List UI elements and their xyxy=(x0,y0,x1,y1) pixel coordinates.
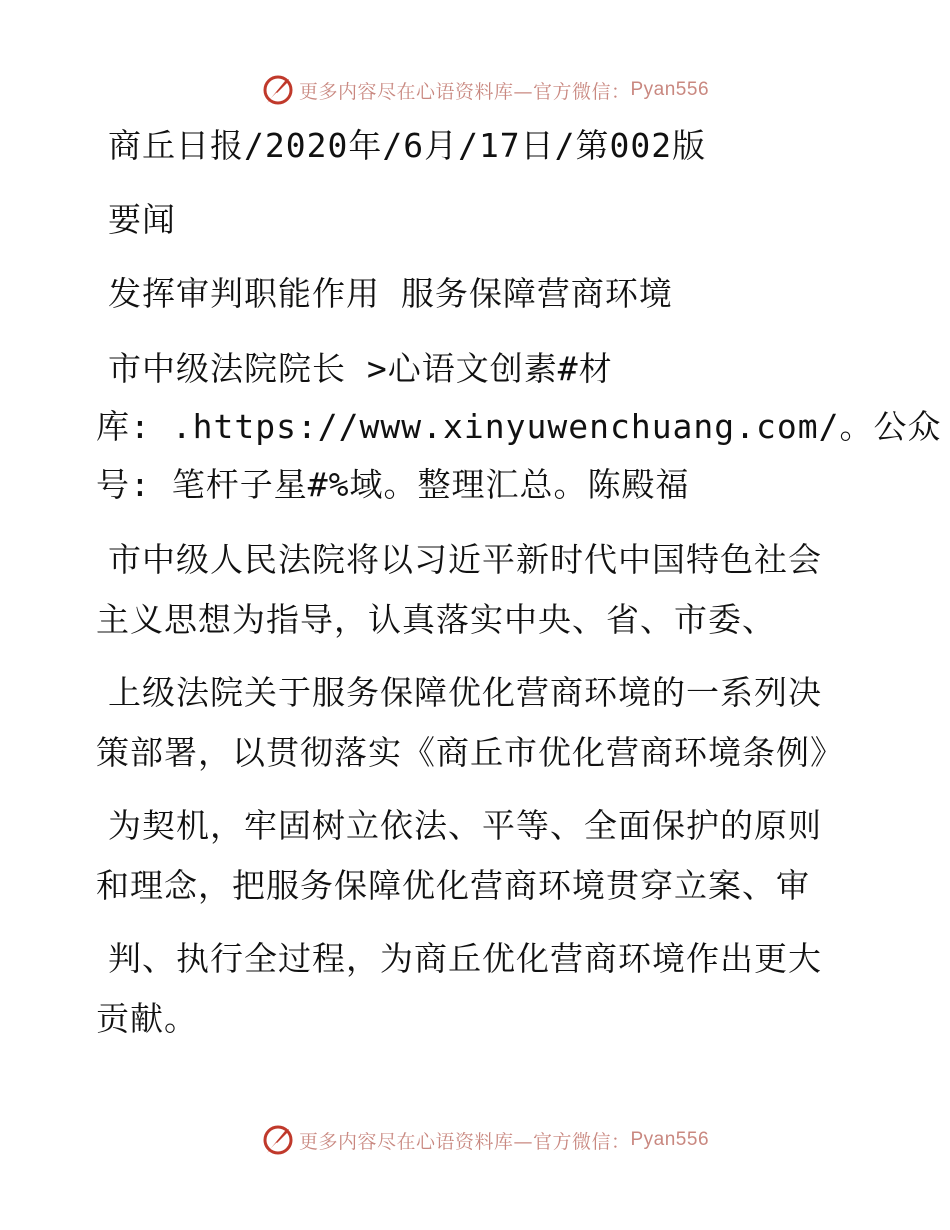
byline-line: 市中级法院院长 >心语文创素#材 xyxy=(108,349,613,388)
headline: 发挥审判职能作用 服务保障营商环境 xyxy=(108,274,673,313)
watermark-wechat-id: Pyan556 xyxy=(630,79,710,100)
body-line: 贡献。 xyxy=(96,999,198,1038)
body-line: 策部署，以贯彻落实《商丘市优化营商环境条例》 xyxy=(96,733,844,772)
watermark-banner-bottom xyxy=(0,1120,950,1160)
quill-logo-icon xyxy=(261,73,295,107)
byline-line: 库: .https://www.xinyuwenchuang.com/。公众 xyxy=(96,407,942,446)
body-line: 判、执行全过程，为商丘优化营商环境作出更大 xyxy=(108,939,822,978)
byline-line: 号: 笔杆子星#%域。整理汇总。陈殿福 xyxy=(96,465,690,504)
section-label: 要闻 xyxy=(108,200,176,239)
watermark-text: 更多内容尽在心语资料库—官方微信： xyxy=(298,1130,631,1153)
watermark-text: 更多内容尽在心语资料库—官方微信： xyxy=(298,80,631,103)
watermark-wechat-id: Pyan556 xyxy=(630,1129,710,1150)
body-line: 主义思想为指导，认真落实中央、省、市委、 xyxy=(96,600,776,639)
body-line: 市中级人民法院将以习近平新时代中国特色社会 xyxy=(108,540,822,579)
watermark-banner-top xyxy=(0,70,950,110)
body-line: 上级法院关于服务保障优化营商环境的一系列决 xyxy=(108,673,822,712)
quill-logo-icon xyxy=(261,1123,295,1157)
body-line: 为契机，牢固树立依法、平等、全面保护的原则 xyxy=(108,806,822,845)
source-line: 商丘日报/2020年/6月/17日/第002版 xyxy=(108,126,707,165)
body-line: 和理念，把服务保障优化营商环境贯穿立案、审 xyxy=(96,866,810,905)
